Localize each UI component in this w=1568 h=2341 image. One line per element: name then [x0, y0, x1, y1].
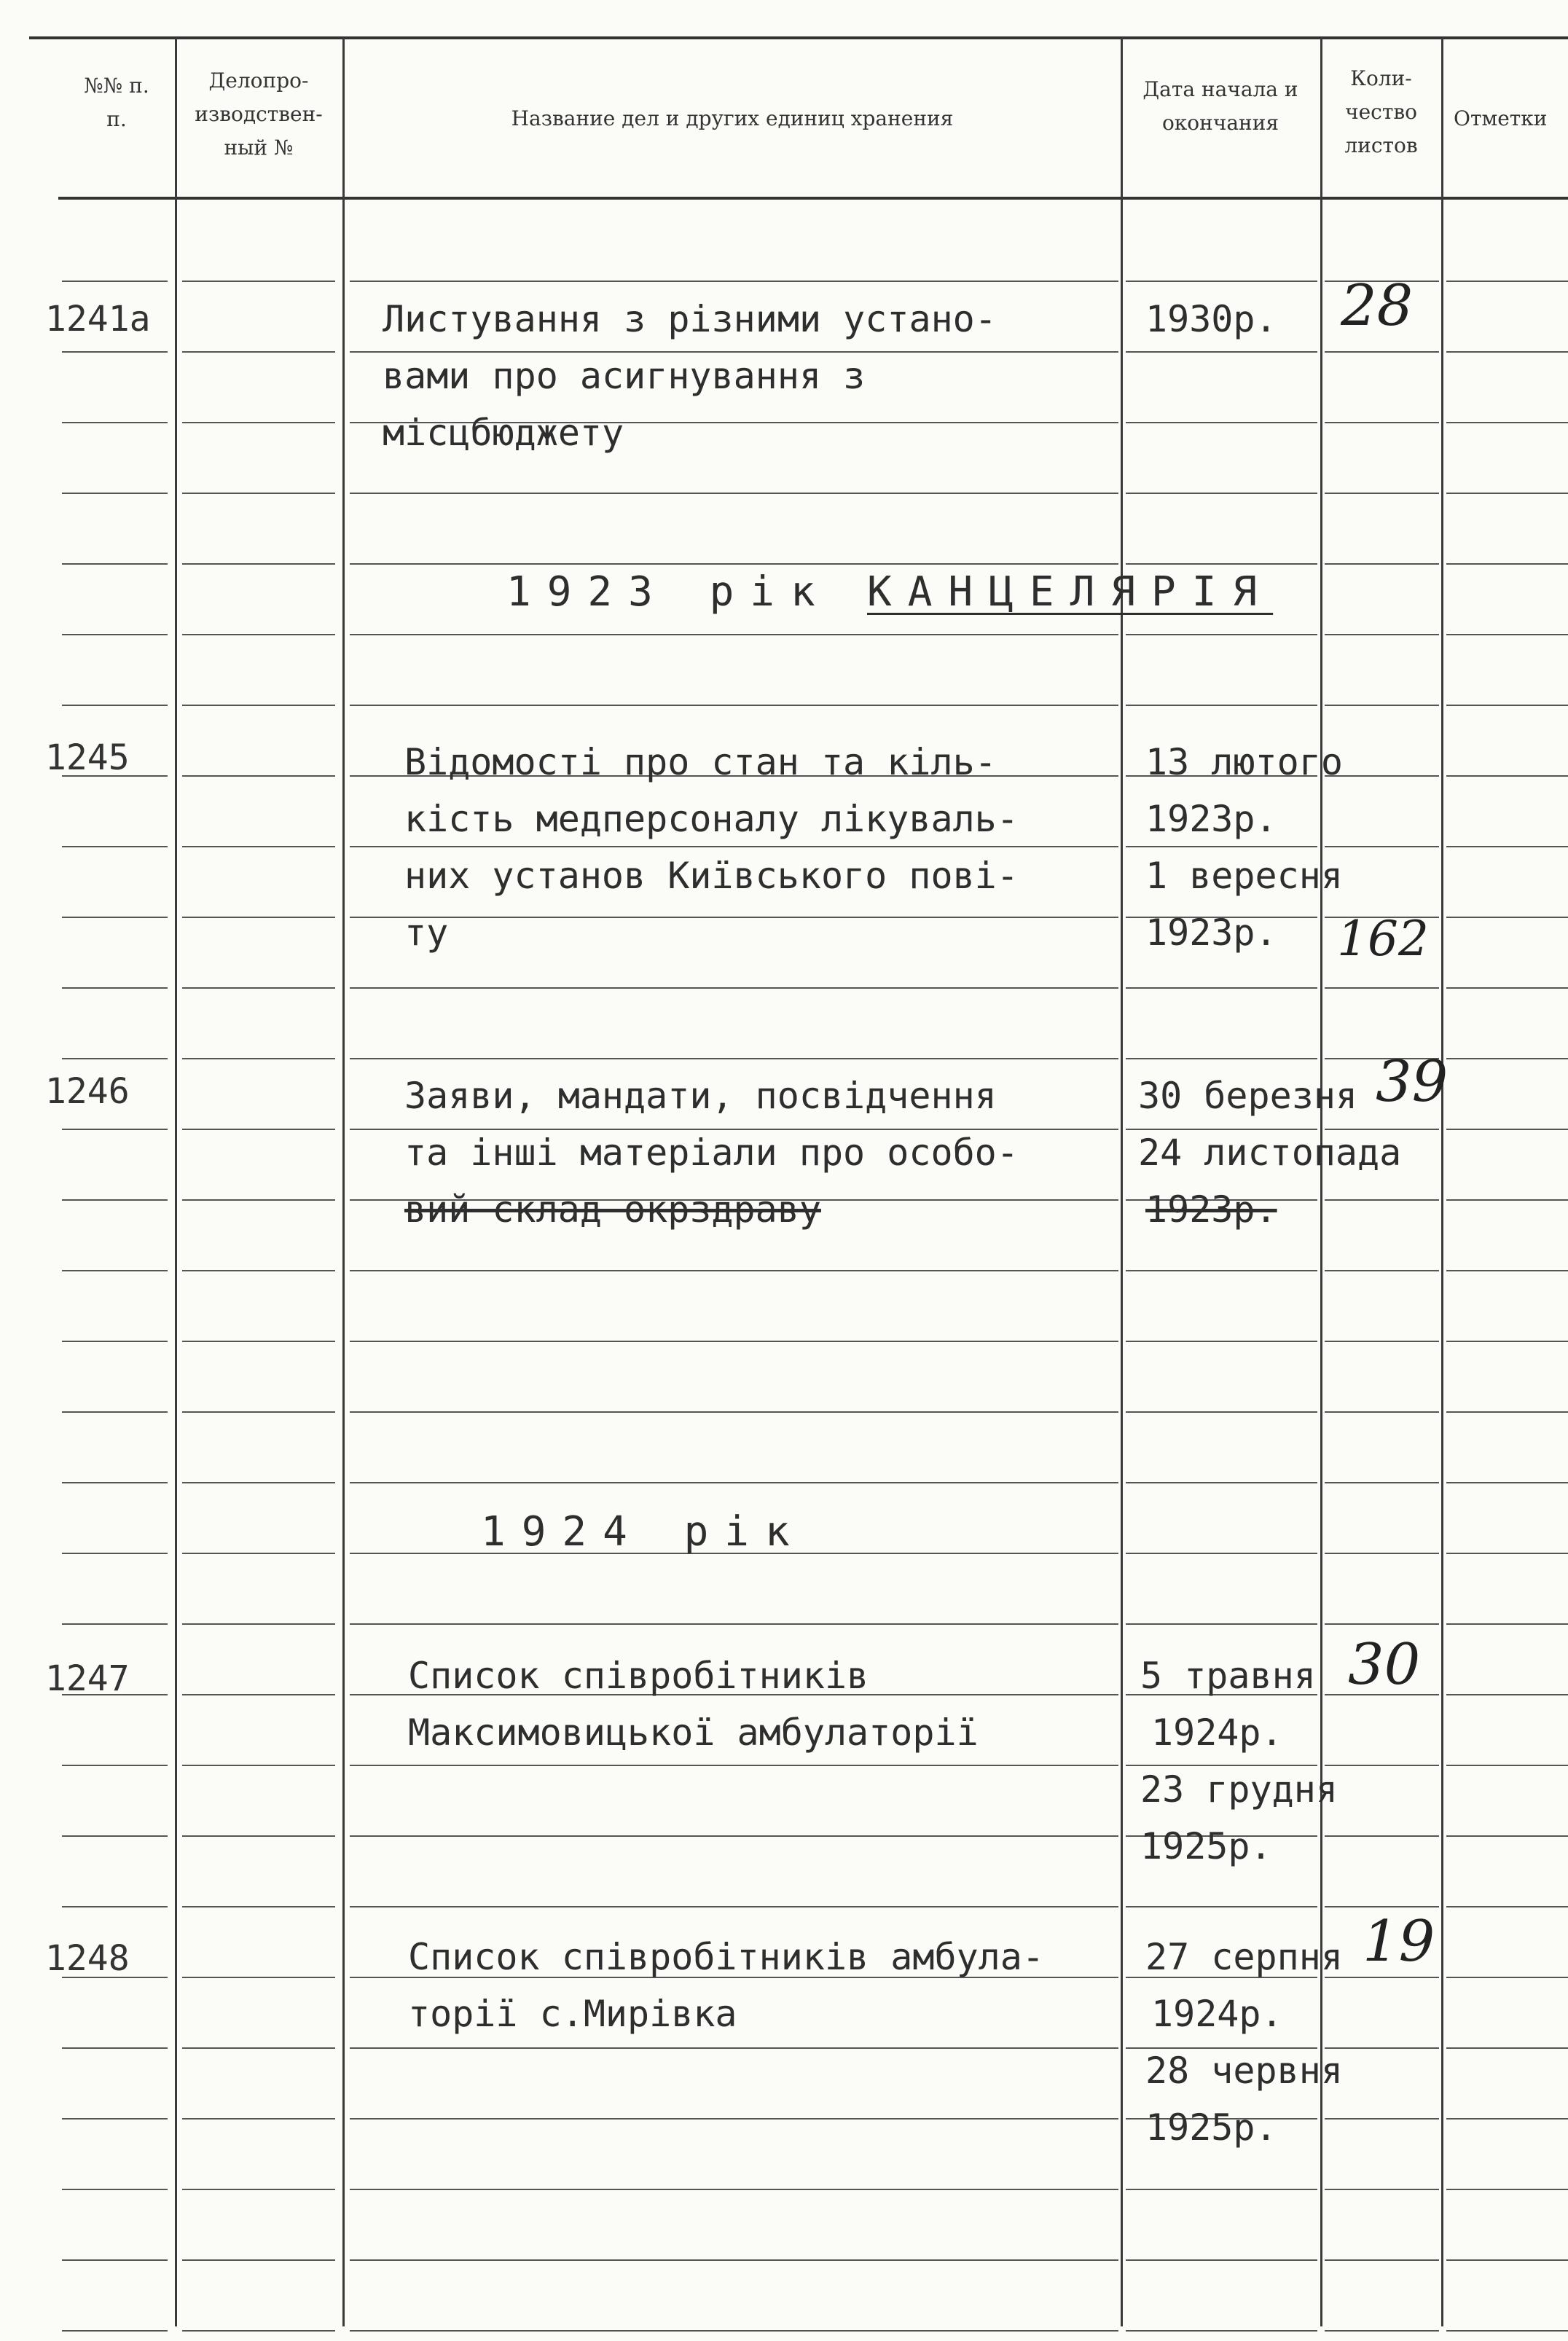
ruled-line	[1446, 917, 1568, 918]
ruled-line	[1126, 1058, 1317, 1059]
header-col-sheets: Коли- чество листов	[1344, 66, 1418, 157]
ruled-line	[182, 351, 335, 353]
ruled-line	[1446, 2118, 1568, 2120]
ruled-line	[182, 634, 335, 635]
ruled-line	[182, 1977, 335, 1978]
ruled-line	[182, 705, 335, 706]
ruled-line	[1446, 493, 1568, 494]
ruled-line	[1446, 1129, 1568, 1130]
ruled-line	[1325, 493, 1439, 494]
record-sheet-count: 28	[1341, 273, 1414, 339]
ruled-line	[62, 2189, 168, 2190]
record-title-line: та інші матеріали про особо-	[404, 1132, 1019, 1174]
column-divider	[1121, 38, 1123, 2326]
ruled-line	[182, 1553, 335, 1554]
ruled-line	[1446, 1694, 1568, 1695]
ruled-line	[1325, 846, 1439, 847]
ruled-line	[1325, 1765, 1439, 1766]
record-title-line: місцбюджету	[383, 412, 624, 454]
record-sheet-count: 30	[1348, 1632, 1421, 1698]
header-col-notes: Отметки	[1454, 106, 1548, 130]
ruled-line	[182, 1482, 335, 1483]
ruled-line	[182, 775, 335, 777]
ruled-line	[350, 1058, 1118, 1059]
table-top-border	[29, 36, 1568, 39]
ruled-line	[1325, 1835, 1439, 1837]
ruled-line	[1446, 987, 1568, 989]
ruled-line	[62, 1835, 168, 1837]
ruled-line	[1325, 2330, 1439, 2332]
record-number: 1245	[45, 737, 130, 778]
record-sheet-count: 39	[1376, 1049, 1449, 1115]
ruled-line	[1325, 705, 1439, 706]
ruled-line	[1446, 1906, 1568, 1907]
ruled-line	[182, 917, 335, 918]
ruled-line	[1325, 1623, 1439, 1625]
ruled-line	[182, 1199, 335, 1201]
record-title-line: вами про асигнування з	[383, 355, 866, 397]
ruled-line	[1446, 281, 1568, 282]
ruled-line	[1126, 1482, 1317, 1483]
ruled-line	[1126, 2330, 1317, 2332]
ruled-line	[1126, 2189, 1317, 2190]
ruled-line	[62, 1623, 168, 1625]
ruled-line	[1126, 1411, 1317, 1413]
ruled-line	[1446, 1341, 1568, 1342]
ruled-line	[182, 1058, 335, 1059]
header-col-title: Название дел и других единиц хранения	[511, 106, 954, 130]
ruled-line	[182, 1835, 335, 1837]
ruled-line	[1446, 2330, 1568, 2332]
ruled-line	[350, 2047, 1118, 2049]
ruled-line	[1325, 2118, 1439, 2120]
record-title-line: Відомості про стан та кіль-	[404, 741, 997, 783]
ruled-line	[182, 987, 335, 989]
section-year: 1924 рік	[481, 1508, 806, 1556]
ruled-line	[1446, 1058, 1568, 1059]
ruled-line	[62, 1906, 168, 1907]
ruled-line	[1325, 1341, 1439, 1342]
ruled-line	[62, 422, 168, 423]
ruled-line	[182, 1623, 335, 1625]
ruled-line	[1126, 2259, 1317, 2261]
ruled-line	[1446, 563, 1568, 565]
ruled-line	[350, 634, 1118, 635]
record-date-line: 1925р.	[1145, 2106, 1277, 2149]
ruled-line	[1126, 1623, 1317, 1625]
ruled-line	[182, 2259, 335, 2261]
record-date-line: 1923р.	[1145, 798, 1277, 840]
ruled-line	[1325, 1199, 1439, 1201]
record-date-line: 1 вересня	[1145, 855, 1343, 897]
ruled-line	[182, 2189, 335, 2190]
record-sheet-count: 162	[1337, 911, 1429, 967]
ruled-line	[1446, 1765, 1568, 1766]
ruled-line	[62, 1270, 168, 1271]
ruled-line	[182, 1765, 335, 1766]
ruled-line	[350, 1765, 1118, 1766]
record-number: 1246	[45, 1071, 130, 1112]
ruled-line	[350, 2330, 1118, 2332]
ruled-line	[1126, 634, 1317, 635]
record-date-line: 24 листопада	[1138, 1132, 1402, 1174]
ruled-line	[182, 1411, 335, 1413]
header-bottom-border	[58, 197, 1568, 200]
ruled-line	[62, 1482, 168, 1483]
ruled-line	[182, 2047, 335, 2049]
record-title-line: ту	[404, 911, 449, 954]
ruled-line	[350, 563, 1118, 565]
ruled-line	[350, 2259, 1118, 2261]
ruled-line	[1126, 1341, 1317, 1342]
ruled-line	[1325, 2189, 1439, 2190]
record-number: 1248	[45, 1938, 130, 1979]
ruled-line	[350, 1906, 1118, 1907]
record-date-line: 30 березня	[1138, 1075, 1358, 1117]
ruled-line	[62, 634, 168, 635]
ruled-line	[1126, 351, 1317, 353]
ruled-line	[1126, 281, 1317, 282]
ruled-line	[182, 563, 335, 565]
record-date-line: 1925р.	[1140, 1825, 1272, 1867]
ruled-line	[62, 2259, 168, 2261]
ruled-line	[1126, 1270, 1317, 1271]
ruled-line	[1446, 351, 1568, 353]
ruled-line	[1446, 1553, 1568, 1554]
ruled-line	[182, 2330, 335, 2332]
ruled-line	[1446, 775, 1568, 777]
ruled-line	[182, 422, 335, 423]
ruled-line	[182, 1906, 335, 1907]
ruled-line	[182, 846, 335, 847]
ruled-line	[62, 1765, 168, 1766]
record-date-line: 13 лютого	[1145, 741, 1343, 783]
ruled-line	[1446, 422, 1568, 423]
record-title-line: Листування з різними устано-	[383, 298, 997, 340]
ruled-line	[62, 846, 168, 847]
ruled-line	[1446, 634, 1568, 635]
ruled-line	[182, 281, 335, 282]
ruled-line	[182, 1694, 335, 1695]
ruled-line	[1126, 987, 1317, 989]
ruled-line	[1126, 563, 1317, 565]
ruled-line	[1325, 2259, 1439, 2261]
ruled-line	[1446, 1411, 1568, 1413]
ruled-line	[1446, 2047, 1568, 2049]
record-sheet-count: 19	[1363, 1909, 1435, 1975]
record-date-line: 28 червня	[1145, 2050, 1343, 2092]
ruled-line	[62, 351, 168, 353]
ruled-line	[62, 1058, 168, 1059]
ruled-line	[182, 1341, 335, 1342]
ruled-line	[62, 281, 168, 282]
ruled-line	[62, 2330, 168, 2332]
ruled-line	[62, 1411, 168, 1413]
ruled-line	[1325, 1270, 1439, 1271]
record-title-line: торії с.Мирівка	[408, 1993, 737, 2035]
ruled-line	[1325, 1553, 1439, 1554]
ruled-line	[1325, 987, 1439, 989]
ruled-line	[1446, 846, 1568, 847]
record-date-line: 23 грудня	[1140, 1768, 1338, 1811]
ruled-line	[1325, 1906, 1439, 1907]
ruled-line	[182, 2118, 335, 2120]
ruled-line	[62, 1129, 168, 1130]
ruled-line	[62, 987, 168, 989]
ruled-line	[1126, 1553, 1317, 1554]
record-date-line: 27 серпня	[1145, 1936, 1343, 1978]
ruled-line	[350, 1835, 1118, 1837]
header-col-dates: Дата начала и окончания	[1142, 77, 1298, 135]
column-divider	[175, 38, 177, 2326]
ruled-line	[62, 917, 168, 918]
record-title-line: кість медперсоналу лікуваль-	[404, 798, 1019, 840]
ruled-line	[350, 1341, 1118, 1342]
ruled-line	[350, 987, 1118, 989]
ruled-line	[350, 1411, 1118, 1413]
ruled-line	[1446, 705, 1568, 706]
record-date-line: 1923р.	[1145, 1188, 1277, 1231]
ruled-line	[1325, 351, 1439, 353]
section-year: 1923 рік	[506, 568, 831, 616]
ruled-line	[62, 1199, 168, 1201]
record-title-line: Максимовицької амбулаторії	[408, 1711, 979, 1754]
ruled-line	[350, 2118, 1118, 2120]
record-title-line: Заяви, мандати, посвідчення	[404, 1075, 997, 1117]
ruled-line	[1446, 2189, 1568, 2190]
ruled-line	[182, 493, 335, 494]
ruled-line	[350, 705, 1118, 706]
ruled-line	[1126, 493, 1317, 494]
ruled-line	[62, 1341, 168, 1342]
ruled-line	[1325, 1411, 1439, 1413]
ruled-line	[1126, 422, 1317, 423]
record-title-line: них установ Київського пові-	[404, 855, 1019, 897]
ruled-line	[1446, 1270, 1568, 1271]
ruled-line	[1325, 634, 1439, 635]
column-divider	[1441, 38, 1443, 2326]
ruled-line	[350, 1270, 1118, 1271]
ruled-line	[62, 563, 168, 565]
header-col-case-number: Делопро- изводствен- ный №	[195, 68, 323, 160]
record-date-line: 1930р.	[1145, 298, 1277, 340]
ruled-line	[1325, 563, 1439, 565]
column-divider	[342, 38, 345, 2326]
ruled-line	[350, 281, 1118, 282]
ruled-line	[62, 493, 168, 494]
ruled-line	[1126, 1906, 1317, 1907]
ruled-line	[1446, 2259, 1568, 2261]
record-date-line: 5 травня	[1140, 1655, 1316, 1697]
ruled-line	[1446, 1623, 1568, 1625]
record-number: 1247	[45, 1658, 130, 1699]
ruled-line	[1126, 705, 1317, 706]
section-department: КАНЦЕЛЯРІЯ	[867, 568, 1274, 616]
record-date-line: 1924р.	[1151, 1711, 1283, 1754]
ruled-line	[182, 1129, 335, 1130]
ruled-line	[1446, 1199, 1568, 1201]
record-title-line: вий склад окрздраву	[404, 1188, 821, 1231]
ruled-line	[62, 1553, 168, 1554]
ruled-line	[1325, 1482, 1439, 1483]
header-col-number: №№ п. п.	[84, 74, 149, 131]
record-title-line: Список співробітників	[408, 1655, 869, 1697]
ruled-line	[182, 1270, 335, 1271]
ruled-line	[62, 705, 168, 706]
ruled-line	[1446, 1482, 1568, 1483]
ruled-line	[350, 2189, 1118, 2190]
ruled-line	[1446, 1977, 1568, 1978]
ruled-line	[62, 2118, 168, 2120]
ruled-line	[350, 493, 1118, 494]
record-date-line: 1923р.	[1145, 911, 1277, 954]
ruled-line	[350, 917, 1118, 918]
ruled-line	[1325, 422, 1439, 423]
ruled-line	[1446, 1835, 1568, 1837]
ruled-line	[350, 1482, 1118, 1483]
record-number: 1241а	[45, 299, 151, 340]
record-title-line: Список співробітників амбула-	[408, 1936, 1044, 1978]
record-date-line: 1924р.	[1151, 1993, 1283, 2035]
ruled-line	[62, 2047, 168, 2049]
ruled-line	[350, 1623, 1118, 1625]
